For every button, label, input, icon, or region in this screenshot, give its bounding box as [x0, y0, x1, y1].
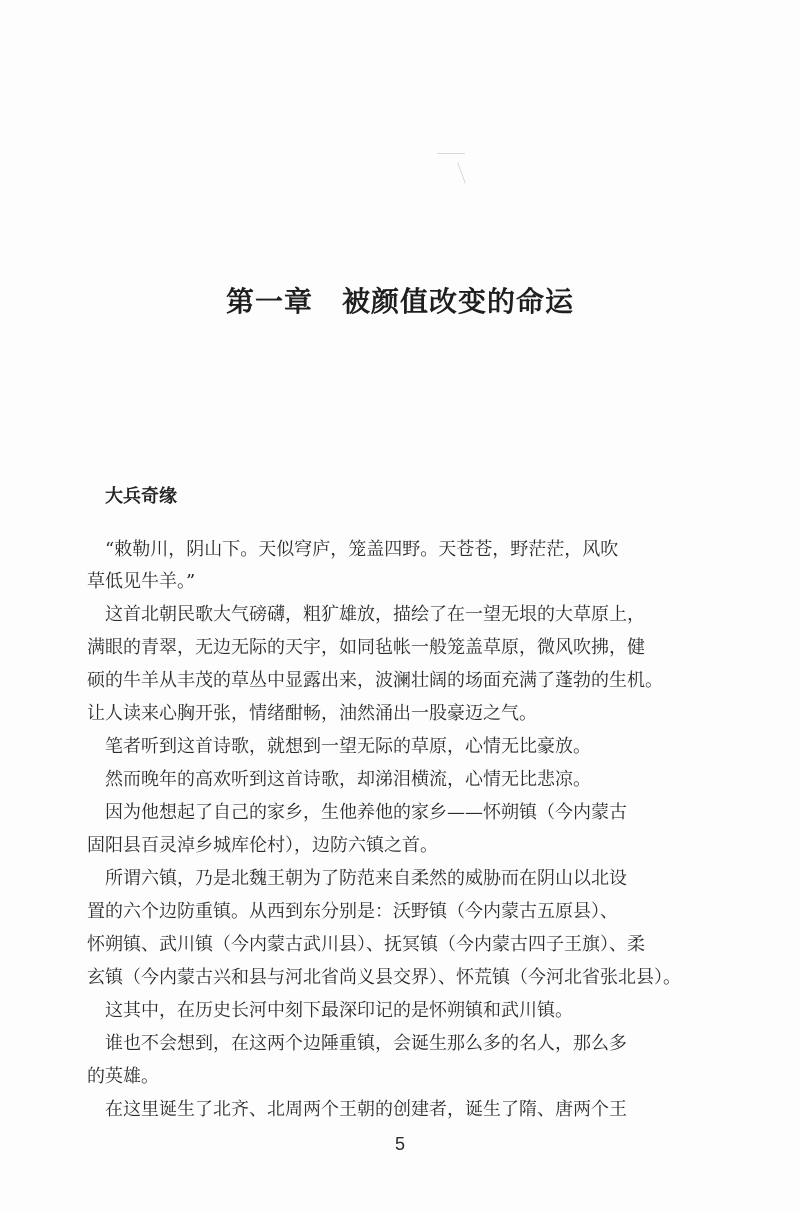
- text-line: 怀朔镇、武川镇（今内蒙古武川县）、抚冥镇（今内蒙古四子王旗）、柔: [87, 934, 645, 955]
- text-line: 这其中，在历史长河中刻下最深印记的是怀朔镇和武川镇。: [105, 1000, 573, 1021]
- text-line: 玄镇（今内蒙古兴和县与河北省尚义县交界）、怀荒镇（今河北省张北县）。: [87, 967, 681, 988]
- text-line: 固阳县百灵淖乡城库伦村），边防六镇之首。: [87, 835, 438, 856]
- page-number: 5: [394, 1134, 405, 1154]
- scan-mark: [437, 153, 465, 154]
- scan-mark: [457, 162, 465, 183]
- text-line: 然而晚年的高欢听到这首诗歌，却涕泪横流，心情无比悲凉。: [105, 769, 591, 790]
- chapter-title: 第一章 被颜值改变的命运: [225, 285, 574, 318]
- text-line: 草低见牛羊。”: [87, 571, 196, 592]
- text-line: 谁也不会想到，在这两个边陲重镇，会诞生那么多的名人，那么多: [105, 1033, 627, 1054]
- text-line: 在这里诞生了北齐、北周两个王朝的创建者，诞生了隋、唐两个王: [105, 1099, 627, 1120]
- text-line: 因为他想起了自己的家乡，生他养他的家乡——怀朔镇（今内蒙古: [105, 802, 627, 823]
- text-line: “敕勒川，阴山下。天似穹庐，笼盖四野。天苍苍，野茫茫，风吹: [105, 539, 619, 560]
- text-line: 的英雄。: [87, 1066, 159, 1087]
- text-line: 置的六个边防重镇。从西到东分别是：沃野镇（今内蒙古五原县）、: [87, 901, 618, 922]
- section-title: 大兵奇缘: [105, 486, 177, 507]
- text-line: 笔者听到这首诗歌，就想到一望无际的草原，心情无比豪放。: [105, 736, 591, 757]
- text-line: 所谓六镇，乃是北魏王朝为了防范来自柔然的威胁而在阴山以北设: [105, 868, 627, 889]
- text-line: 这首北朝民歌大气磅礴，粗犷雄放，描绘了在一望无垠的大草原上，: [105, 604, 645, 625]
- text-line: 满眼的青翠，无边无际的天宇，如同毡帐一般笼盖草原，微风吹拂，健: [87, 637, 645, 658]
- text-line: 硕的牛羊从丰茂的草丛中显露出来，波澜壮阔的场面充满了蓬勃的生机。: [87, 670, 663, 691]
- text-line: 让人读来心胸开张，情绪酣畅，油然涌出一股豪迈之气。: [87, 703, 537, 724]
